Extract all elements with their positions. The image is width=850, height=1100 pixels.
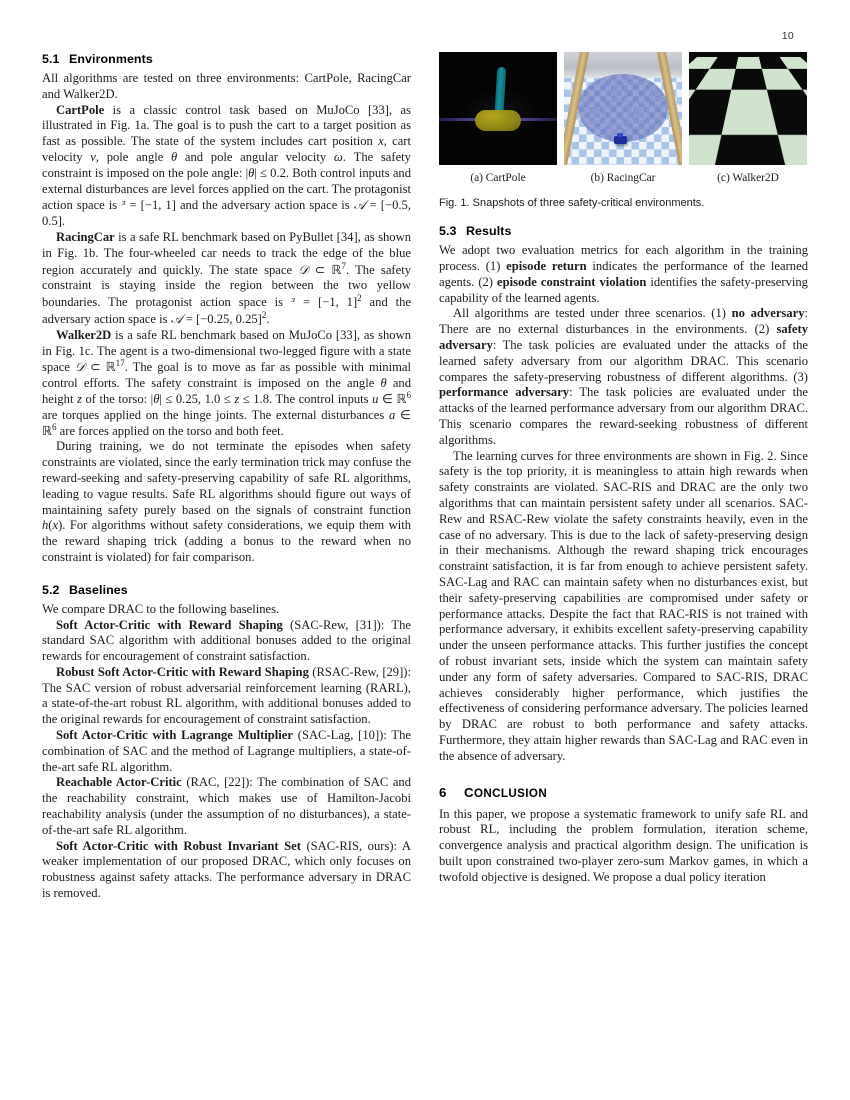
term-episode-return: episode return bbox=[506, 259, 587, 274]
paragraph-cartpole: CartPole is a classic control task based on MuJoCo [33], as illustrated in Fig. 1a. The goal is to push the cart to a target position as fast as possible. The state of the system includes cart position x, cart velocity v, pole angle θ and pole angular velocity ω. The safety constraint is imposed on the pole angle: |θ| ≤ 0.2. Both control inputs and external disturbances are level forces applied on the cart. The protagonist action space is ᵌ = [−1, 1] and the adversary action space is 𝒜 = [−0.5, 0.5]. bbox=[42, 102, 412, 229]
heading-5-1-number: 5.1 bbox=[42, 52, 60, 66]
heading-6-number: 6 bbox=[439, 784, 447, 800]
paragraph-metrics: We adopt two evaluation metrics for each algorithm in the training process. (1) episode return indicates the performance of the learned agents. (2) episode constraint violation identifies the safety-preserving capability of the learned agents. bbox=[439, 243, 808, 305]
racingcar-car bbox=[614, 136, 627, 144]
heading-5-3 bbox=[439, 224, 808, 238]
figure-1-caption: Fig. 1. Snapshots of three safety-critical environments. bbox=[439, 197, 705, 209]
walker2d-snapshot-image bbox=[689, 52, 807, 165]
term-episode-constraint-violation: episode constraint violation bbox=[497, 274, 647, 289]
right-column bbox=[439, 52, 808, 902]
walker2d-shadow bbox=[711, 144, 766, 160]
paragraph-learning-curves-discussion: The learning curves for three environments are shown in Fig. 2. Since safety is the top priority, it is meaningless to attain high rewards when safety constraints are violated. SAC-RIS and DRAC are the only two algorithms that can maintain persistent safety under all scenarios. SAC-Rew and RSAC-Rew violate the safety constraints heavily, even in the case of no adversary. This is due to the lack of safety-preserving design in their mechanisms. Although the reward shaping trick encourages constraint satisfaction, it is far from enough to achieve persistent safety. SAC-Lag and RAC can maintain safety when no disturbances exist, but their safety-preserving capabilities are compromised under safety or performance attacks. Despite the fact that RAC-RIS is not trained with performance adversary, it exhibits excellent safety-preserving capability under the unseen performance attacks. This further justifies the concept of robust invariant sets, inside which the system can maintain safety under any form of safety adversaries. Compared to SAC-RIS, DRAC achieves considerably higher performance, which justifies the effectiveness of considering performance adversary. The policies learned by DRAC are robust to both performance and safety attacks. Furthermore, they attain higher rewards than SAC-Lag and RAC even in the absence of adversary. bbox=[439, 448, 808, 763]
paragraph-walker2d: Walker2D is a safe RL benchmark based on MuJoCo [33], as shown in Fig. 1c. The agent is a two-dimensional two-legged figure with a state space 𝒟 ⊂ ℝ$^{17}$. The goal is to move as far as possible with minimal control efforts. The safety constraint is imposed on the angle θ and height z of the torso: |θ| ≤ 0.25, 1.0 ≤ z ≤ 1.8. The control inputs u ∈ ℝ$^6$ are torques applied on the hinge joints. The external disturbances a ∈ ℝ$^6$ are forces applied on the torso and both feet. bbox=[42, 327, 411, 438]
cartpole-snapshot-image bbox=[439, 52, 557, 165]
paragraph-baseline-rsac-rew: Robust Soft Actor-Critic with Reward Shaping (RSAC-Rew, [29]): The SAC version of robust adversarial reinforcement learning (RARL), a state-of-the-art robust RL algorithm, with additional bonuses added to the original rewards for encouragement of constraint satisfaction. bbox=[42, 664, 411, 727]
paragraph-baseline-sac-lag: Soft Actor-Critic with Lagrange Multiplier (SAC-Lag, [10]): The combination of SAC and the method of Lagrange multipliers, a state-of-the-art safe RL algorithm. bbox=[42, 728, 411, 774]
figure-subcaption-c: (c) Walker2D bbox=[717, 172, 779, 184]
figure-panel-racingcar bbox=[564, 52, 682, 184]
figure-subcaption-a: (a) CartPole bbox=[470, 172, 526, 184]
paragraph-baseline-sac-rew: Soft Actor-Critic with Reward Shaping (SAC-Rew, [31]): The standard SAC algorithm with additional bonuses added to the original rewards for encouragement of constraint satisfaction. bbox=[42, 617, 411, 664]
lead-sac-ris: Soft Actor-Critic with Robust Invariant Set bbox=[56, 838, 301, 853]
racingcar-blue-region-texture bbox=[578, 74, 668, 142]
paragraph-training-notes: During training, we do not terminate the episodes when safety constraints are violated, since the early termination trick may confuse the reward-seeking and safety-preserving capability of safe RL algorithms, leading to vague results. Safe RL algorithms should figure out ways of maintaining safety purely based on the signals of constraint function h(x). For algorithms without safety considerations, we equip them with the reward shaping trick (adding a bonus to the reward when no constraint is violated) for fair comparison. bbox=[42, 439, 411, 564]
paragraph-racingcar: RacingCar is a safe RL benchmark based on PyBullet [34], as shown in Fig. 1b. The four-wheeled car needs to track the edge of the blue region accurately and quickly. The state space 𝒟 ⊂ ℝ$^7$. The safety constraint is staying inside the region between the two yellow boundaries. The protagonist action space is ᵌ = [−1, 1]$^2$ and the adversary action space is 𝒜 = [−0.25, 0.25]$^2$. bbox=[42, 229, 412, 326]
paragraph-conclusion: In this paper, we propose a systematic framework to unify safe RL and robust RL, including the problem formulation, iteration scheme, convergence analysis and practical algorithm design. The unification is built upon constrained two-player zero-sum Markov games, in which a twofold objective is designed. We propose a dual policy iteration bbox=[439, 806, 808, 884]
left-column bbox=[42, 52, 411, 902]
text-env-intro: All algorithms are tested on three environments: CartPole, RacingCar and Walker2D. bbox=[42, 71, 411, 101]
heading-5-3-title: Results bbox=[466, 224, 512, 239]
figure-panel-cartpole bbox=[439, 52, 557, 184]
cartpole-cart bbox=[475, 110, 521, 131]
paragraph-baseline-rac: Reachable Actor-Critic (RAC, [22]): The combination of SAC and the reachability constraint, which makes use of Hamilton-Jacobi reachability analysis (under the assumption of no disturbances), a state-of-the-art safe RL algorithm. bbox=[42, 775, 412, 837]
lead-rsac-rew: Robust Soft Actor-Critic with Reward Shaping bbox=[56, 664, 309, 679]
heading-5-1 bbox=[42, 52, 411, 66]
paragraph-environments-intro bbox=[42, 71, 411, 103]
figure-subcaption-b: (b) RacingCar bbox=[590, 172, 656, 184]
figure-1 bbox=[439, 52, 808, 210]
heading-6-title: CONCLUSION bbox=[464, 784, 548, 800]
heading-5-2 bbox=[42, 583, 411, 597]
heading-5-2-title: Baselines bbox=[69, 582, 128, 597]
heading-5-1-title: Environments bbox=[69, 52, 153, 66]
term-safety-adversary: safety adversary bbox=[439, 322, 808, 353]
lead-sac-rew: Soft Actor-Critic with Reward Shaping bbox=[56, 617, 283, 632]
lead-walker2d: Walker2D bbox=[56, 327, 112, 342]
figure-panel-walker2d bbox=[689, 52, 807, 184]
term-performance-adversary: performance adversary bbox=[439, 385, 570, 400]
paragraph-baseline-sac-ris: Soft Actor-Critic with Robust Invariant Set (SAC-RIS, ours): A weaker implementation of our proposed DRAC, which only focuses on robustness against safety attacks. The performance adversary in DRAC is removed. bbox=[42, 838, 411, 901]
page-number: 10 bbox=[781, 30, 794, 42]
lead-racingcar: RacingCar bbox=[56, 229, 115, 244]
walker2d-checkered-floor bbox=[689, 52, 807, 57]
lead-sac-lag: Soft Actor-Critic with Lagrange Multiplier bbox=[56, 728, 293, 743]
heading-5-2-number: 5.2 bbox=[42, 582, 60, 597]
two-column-body bbox=[42, 52, 808, 902]
paragraph-scenarios: All algorithms are tested under three scenarios. (1) no adversary: There are no external disturbances in the environments. (2) safety adversary: The task policies are evaluated under the attacks of the learned safety adversary from our algorithm DRAC. This scenario compares the safety-preserving robustness of different algorithms. (3) performance adversary: The task policies are evaluated under the attacks of the learned performance adversary from our algorithm DRAC. This scenario compares the reward-seeking robustness of different algorithms. bbox=[439, 306, 809, 447]
lead-rac: Reachable Actor-Critic bbox=[56, 775, 182, 790]
term-no-adversary: no adversary bbox=[731, 306, 805, 321]
racingcar-snapshot-image bbox=[564, 52, 682, 165]
heading-6-conclusion bbox=[439, 785, 808, 800]
lead-cartpole: CartPole bbox=[56, 102, 105, 117]
heading-5-3-number: 5.3 bbox=[439, 224, 457, 239]
figure-1-panels bbox=[439, 52, 808, 184]
paragraph-baselines-intro: We compare DRAC to the following baselines. bbox=[42, 601, 280, 616]
